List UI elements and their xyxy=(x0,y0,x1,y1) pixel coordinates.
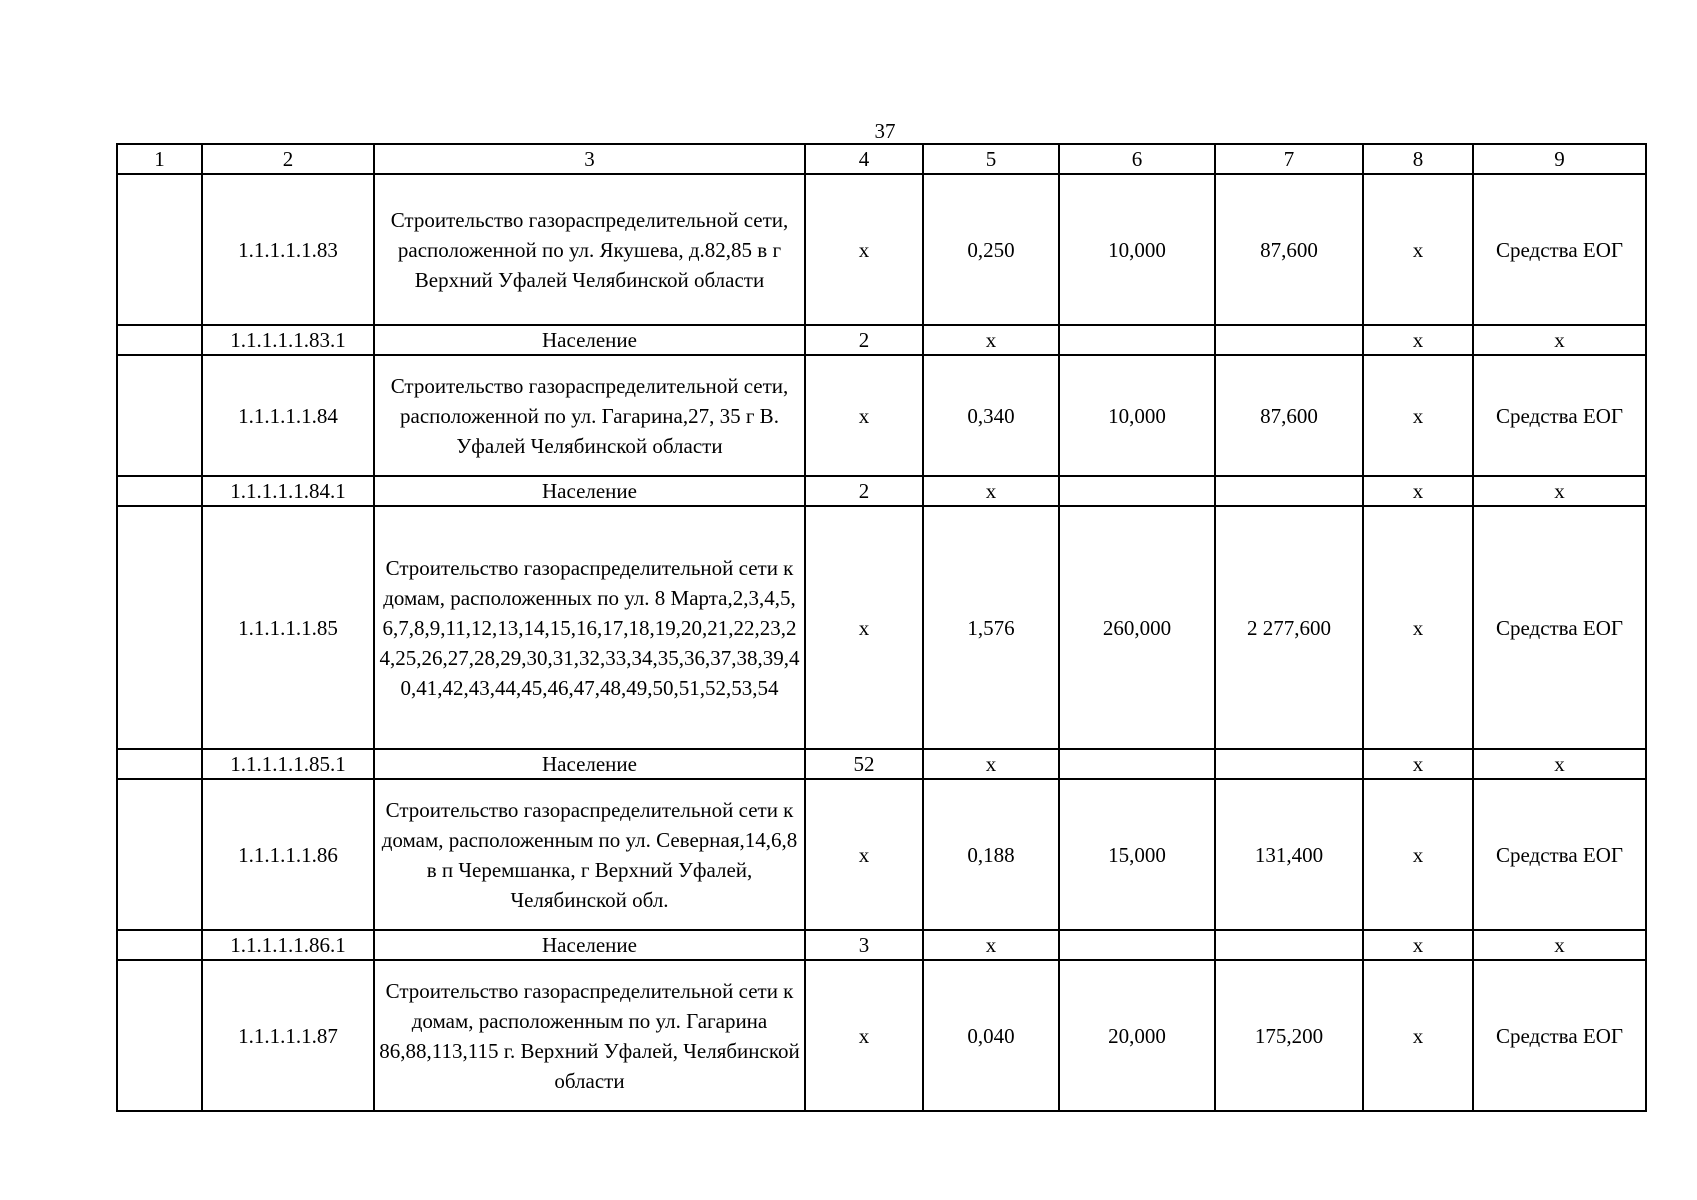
code-cell: 1.1.1.1.1.87 xyxy=(202,960,374,1111)
column-5-cell: x xyxy=(923,749,1059,779)
table-row xyxy=(117,355,1646,476)
column-9-cell: x xyxy=(1473,749,1646,779)
header-cell: 8 xyxy=(1363,144,1473,174)
column-5-cell: 1,576 xyxy=(923,506,1059,749)
column-8-cell: x xyxy=(1363,325,1473,355)
header-cell: 5 xyxy=(923,144,1059,174)
column-9-cell: x xyxy=(1473,476,1646,506)
column-7-cell xyxy=(1215,476,1363,506)
column-4-cell: 2 xyxy=(805,476,923,506)
table-row xyxy=(117,749,1646,779)
row-number-cell xyxy=(117,749,202,779)
column-9-cell: x xyxy=(1473,930,1646,960)
code-cell: 1.1.1.1.1.84 xyxy=(202,355,374,476)
row-number-cell xyxy=(117,476,202,506)
header-cell: 9 xyxy=(1473,144,1646,174)
page-number: 37 xyxy=(874,119,896,143)
column-4-cell: x xyxy=(805,779,923,930)
code-cell: 1.1.1.1.1.84.1 xyxy=(202,476,374,506)
column-5-cell: 0,250 xyxy=(923,174,1059,325)
column-6-cell xyxy=(1059,930,1215,960)
column-6-cell: 10,000 xyxy=(1059,355,1215,476)
column-8-cell: x xyxy=(1363,476,1473,506)
data-table xyxy=(116,143,1647,1112)
column-6-cell: 15,000 xyxy=(1059,779,1215,930)
code-cell: 1.1.1.1.1.86.1 xyxy=(202,930,374,960)
description-cell: Население xyxy=(374,476,805,506)
column-5-cell: 0,188 xyxy=(923,779,1059,930)
description-cell: Строительство газораспределительной сети, расположенной по ул. Якушева, д.82,85 в г Верхний Уфалей Челябинской области xyxy=(374,174,805,325)
description-cell: Население xyxy=(374,930,805,960)
description-cell: Строительство газораспределительной сети к домам, расположенных по ул. 8 Марта,2,3,4,5,6,7,8,9,11,12,13,14,15,16,17,18,19,20,21,22,23,24,25,26,27,28,29,30,31,32,33,34,35,36,37,38,39,40,41,42,43,44,45,46,47,48,49,50,51,52,53,54 xyxy=(374,506,805,749)
header-cell: 7 xyxy=(1215,144,1363,174)
row-number-cell xyxy=(117,174,202,325)
column-4-cell: x xyxy=(805,174,923,325)
table-row xyxy=(117,174,1646,325)
column-4-cell: 3 xyxy=(805,930,923,960)
column-7-cell: 175,200 xyxy=(1215,960,1363,1111)
column-7-cell: 87,600 xyxy=(1215,174,1363,325)
column-7-cell xyxy=(1215,325,1363,355)
table-row xyxy=(117,960,1646,1111)
column-6-cell xyxy=(1059,749,1215,779)
column-8-cell: x xyxy=(1363,506,1473,749)
table-row xyxy=(117,779,1646,930)
column-7-cell xyxy=(1215,749,1363,779)
table-row xyxy=(117,476,1646,506)
code-cell: 1.1.1.1.1.86 xyxy=(202,779,374,930)
column-6-cell xyxy=(1059,476,1215,506)
header-cell: 6 xyxy=(1059,144,1215,174)
column-7-cell: 131,400 xyxy=(1215,779,1363,930)
column-7-cell: 2 277,600 xyxy=(1215,506,1363,749)
code-cell: 1.1.1.1.1.85.1 xyxy=(202,749,374,779)
column-9-cell: Средства ЕОГ xyxy=(1473,779,1646,930)
code-cell: 1.1.1.1.1.83 xyxy=(202,174,374,325)
table-header-row xyxy=(117,144,1646,174)
column-9-cell: Средства ЕОГ xyxy=(1473,355,1646,476)
column-8-cell: x xyxy=(1363,960,1473,1111)
column-4-cell: 2 xyxy=(805,325,923,355)
row-number-cell xyxy=(117,506,202,749)
row-number-cell xyxy=(117,779,202,930)
header-cell: 3 xyxy=(374,144,805,174)
column-6-cell xyxy=(1059,325,1215,355)
row-number-cell xyxy=(117,960,202,1111)
code-cell: 1.1.1.1.1.85 xyxy=(202,506,374,749)
column-5-cell: 0,340 xyxy=(923,355,1059,476)
column-4-cell: 52 xyxy=(805,749,923,779)
column-9-cell: x xyxy=(1473,325,1646,355)
row-number-cell xyxy=(117,325,202,355)
column-4-cell: x xyxy=(805,506,923,749)
column-6-cell: 260,000 xyxy=(1059,506,1215,749)
description-cell: Строительство газораспределительной сети, расположенной по ул. Гагарина,27, 35 г В. Уфалей Челябинской области xyxy=(374,355,805,476)
column-5-cell: x xyxy=(923,476,1059,506)
column-5-cell: x xyxy=(923,325,1059,355)
column-6-cell: 20,000 xyxy=(1059,960,1215,1111)
description-cell: Строительство газораспределительной сети к домам, расположенным по ул. Гагарина 86,88,113,115 г. Верхний Уфалей, Челябинской области xyxy=(374,960,805,1111)
column-9-cell: Средства ЕОГ xyxy=(1473,960,1646,1111)
table-row xyxy=(117,506,1646,749)
column-5-cell: x xyxy=(923,930,1059,960)
table-row xyxy=(117,325,1646,355)
code-cell: 1.1.1.1.1.83.1 xyxy=(202,325,374,355)
column-4-cell: x xyxy=(805,960,923,1111)
column-9-cell: Средства ЕОГ xyxy=(1473,174,1646,325)
row-number-cell xyxy=(117,355,202,476)
description-cell: Население xyxy=(374,325,805,355)
table-row xyxy=(117,930,1646,960)
column-8-cell: x xyxy=(1363,930,1473,960)
column-9-cell: Средства ЕОГ xyxy=(1473,506,1646,749)
column-7-cell xyxy=(1215,930,1363,960)
description-cell: Строительство газораспределительной сети к домам, расположенным по ул. Северная,14,6,8 в п Черемшанка, г Верхний Уфалей, Челябинской обл. xyxy=(374,779,805,930)
header-cell: 2 xyxy=(202,144,374,174)
column-7-cell: 87,600 xyxy=(1215,355,1363,476)
header-cell: 1 xyxy=(117,144,202,174)
column-8-cell: x xyxy=(1363,174,1473,325)
header-cell: 4 xyxy=(805,144,923,174)
column-8-cell: x xyxy=(1363,749,1473,779)
column-8-cell: x xyxy=(1363,779,1473,930)
description-cell: Население xyxy=(374,749,805,779)
column-8-cell: x xyxy=(1363,355,1473,476)
column-6-cell: 10,000 xyxy=(1059,174,1215,325)
row-number-cell xyxy=(117,930,202,960)
column-5-cell: 0,040 xyxy=(923,960,1059,1111)
column-4-cell: x xyxy=(805,355,923,476)
